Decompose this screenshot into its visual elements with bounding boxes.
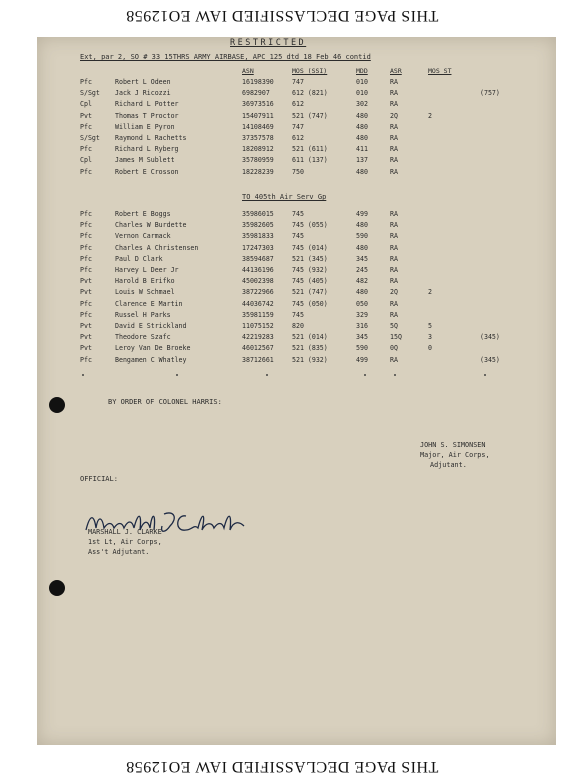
cell-mdd: 480: [356, 167, 368, 176]
personnel-row: [0, 255, 564, 265]
asst-adjutant-name: MARSHALL J. CLARKE: [88, 528, 162, 536]
cell-rank: Pvt: [80, 111, 92, 120]
cell-mos: 521 (747): [292, 288, 328, 297]
cell-asn: 35780959: [242, 156, 274, 165]
personnel-row: [0, 100, 564, 110]
cell-extra: (345): [480, 355, 500, 364]
column-headers: [0, 67, 564, 77]
cell-rank: Pfc: [80, 266, 92, 274]
binder-hole: [49, 397, 65, 413]
binder-hole: [49, 580, 65, 596]
cell-mos: 611 (137): [292, 156, 328, 165]
personnel-row: [0, 311, 564, 321]
cell-name: Jack J Ricozzi: [115, 89, 171, 98]
cell-mdd: 345: [356, 333, 368, 342]
cell-name: Theodore Szafc: [115, 333, 171, 342]
cell-asr: 2Q: [390, 288, 398, 297]
cell-asn: 45002398: [242, 277, 274, 286]
personnel-row: [0, 277, 564, 287]
cell-name: Robert L Odeen: [115, 78, 171, 86]
cell-asr: RA: [390, 299, 398, 308]
personnel-row: [0, 221, 564, 231]
cell-mos: 521 (014): [292, 333, 328, 342]
adjutant-rank: Major, Air Corps,: [420, 451, 490, 459]
cell-rank: Pvt: [80, 322, 92, 330]
classification-marking: RESTRICTED: [230, 38, 307, 48]
cell-asn: 18228239: [242, 167, 274, 176]
cell-mos: 745 (405): [292, 277, 328, 286]
cell-st: 3: [428, 333, 432, 342]
personnel-row: [0, 123, 564, 133]
cell-mdd: 137: [356, 156, 368, 165]
cell-mdd: 480: [356, 111, 368, 120]
personnel-row: [0, 300, 564, 310]
cell-st: 5: [428, 322, 432, 330]
cell-rank: Pfc: [80, 299, 92, 308]
personnel-row: [0, 266, 564, 276]
cell-mos: 521 (611): [292, 145, 328, 154]
personnel-row: [0, 156, 564, 166]
cell-asn: 35981833: [242, 232, 274, 241]
cell-mdd: 050: [356, 299, 368, 308]
cell-name: Clarence E Martin: [115, 299, 183, 308]
cell-name: Raymond L Rachetts: [115, 134, 187, 142]
personnel-row: [0, 168, 564, 178]
cell-asr: RA: [390, 210, 398, 218]
cell-asn: 15407911: [242, 111, 274, 120]
cell-asr: RA: [390, 254, 398, 263]
cell-asn: 17247303: [242, 243, 274, 252]
cell-asn: 35982605: [242, 221, 274, 230]
cell-name: David E Strickland: [115, 322, 187, 330]
personnel-row: [0, 134, 564, 144]
cell-rank: Pfc: [80, 145, 92, 154]
cell-asr: RA: [390, 243, 398, 252]
cell-rank: Pfc: [80, 254, 92, 263]
asst-adjutant-block: [88, 527, 162, 557]
cell-mdd: 480: [356, 122, 368, 131]
cell-mos: 612 (821): [292, 89, 328, 98]
cell-mdd: 480: [356, 243, 368, 252]
cell-mos: 745: [292, 310, 304, 319]
cell-rank: Pfc: [80, 243, 92, 252]
personnel-row: [0, 232, 564, 242]
cell-mos: 745: [292, 210, 304, 218]
col-mos-st: MOS ST: [428, 67, 452, 75]
col-mdd: MDD: [356, 67, 368, 75]
declassified-banner-top: THIS PAGE DECLASSIFIED IAW EO12958: [125, 7, 439, 24]
cell-asn: 37357578: [242, 134, 274, 142]
cell-name: Charles A Christensen: [115, 243, 199, 252]
cell-mos: 747: [292, 122, 304, 131]
cell-name: Harold B Erifko: [115, 277, 175, 286]
cell-asr: 2Q: [390, 111, 398, 120]
personnel-row: [0, 112, 564, 122]
cell-name: Louis W Schmael: [115, 288, 175, 297]
asst-adjutant-title: Ass't Adjutant.: [88, 548, 150, 556]
asst-adjutant-rank: 1st Lt, Air Corps,: [88, 538, 162, 546]
cell-mdd: 302: [356, 100, 368, 109]
col-asn: ASN: [242, 67, 254, 75]
cell-rank: S/Sgt: [80, 134, 100, 142]
cell-mos: 820: [292, 322, 304, 330]
personnel-row: [0, 322, 564, 332]
col-mos: MOS (SSI): [292, 67, 328, 75]
cell-name: Harvey L Deer Jr: [115, 266, 179, 274]
cell-mos: 521 (932): [292, 355, 328, 364]
personnel-row: [0, 356, 564, 366]
cell-asn: 36973516: [242, 100, 274, 109]
cell-mos: 745: [292, 232, 304, 241]
cell-rank: Cpl: [80, 100, 92, 109]
cell-mdd: 411: [356, 145, 368, 154]
cell-mdd: 482: [356, 277, 368, 286]
cell-asr: RA: [390, 89, 398, 98]
cell-rank: Pfc: [80, 78, 92, 86]
cell-st: 2: [428, 111, 432, 120]
cell-mdd: 010: [356, 89, 368, 98]
unit-subheading: TO 405th Air Serv Gp: [242, 193, 327, 201]
cell-st: 0: [428, 344, 432, 353]
cell-asn: 44036742: [242, 299, 274, 308]
cell-name: Leroy Van De Broeke: [115, 344, 191, 353]
official-label: OFFICIAL:: [80, 475, 118, 483]
cell-name: Richard L Potter: [115, 100, 179, 109]
cell-mos: 612: [292, 134, 304, 142]
cell-asn: 38594687: [242, 254, 274, 263]
cell-asn: 42219283: [242, 333, 274, 342]
cell-mdd: 480: [356, 288, 368, 297]
cell-name: Bengamen C Whatley: [115, 355, 187, 364]
cell-name: Russel H Parks: [115, 310, 171, 319]
cell-asn: 46012567: [242, 344, 274, 353]
cell-asn: 35986015: [242, 210, 274, 218]
order-line: BY ORDER OF COLONEL HARRIS:: [108, 398, 222, 406]
cell-asn: 35981159: [242, 310, 274, 319]
cell-rank: Pvt: [80, 288, 92, 297]
cell-asn: 44136196: [242, 266, 274, 274]
cell-mdd: 499: [356, 355, 368, 364]
cell-rank: Pfc: [80, 310, 92, 319]
cell-asr: RA: [390, 167, 398, 176]
cell-mos: 521 (345): [292, 254, 328, 263]
cell-mdd: 499: [356, 210, 368, 218]
cell-rank: Pfc: [80, 167, 92, 176]
cell-rank: Pfc: [80, 355, 92, 364]
cell-asr: RA: [390, 232, 398, 241]
cell-name: Robert E Crosson: [115, 167, 179, 176]
cell-mos: 612: [292, 100, 304, 109]
cell-mos: 745 (055): [292, 221, 328, 230]
cell-mdd: 480: [356, 134, 368, 142]
cell-mos: 521 (835): [292, 344, 328, 353]
cell-rank: S/Sgt: [80, 89, 100, 98]
cell-st: 2: [428, 288, 432, 297]
cell-asr: 15Q: [390, 333, 402, 342]
cell-name: Vernon Carmack: [115, 232, 171, 241]
personnel-row: [0, 89, 564, 99]
cell-extra: (757): [480, 89, 500, 98]
cell-asr: RA: [390, 277, 398, 286]
cell-rank: Pvt: [80, 333, 92, 342]
cell-asr: RA: [390, 134, 398, 142]
declassified-banner-bottom: THIS PAGE DECLASSIFIED IAW EO12958: [125, 758, 439, 775]
cell-asr: RA: [390, 310, 398, 319]
cell-mos: 745 (932): [292, 266, 328, 274]
cell-mdd: 590: [356, 232, 368, 241]
cell-rank: Pvt: [80, 277, 92, 286]
cell-rank: Cpl: [80, 156, 92, 165]
cell-mos: 747: [292, 78, 304, 86]
cell-rank: Pfc: [80, 122, 92, 131]
cell-asn: 18208912: [242, 145, 274, 154]
cell-name: Charles W Burdette: [115, 221, 187, 230]
adjutant-signature-block: [420, 440, 490, 470]
cell-extra: (345): [480, 333, 500, 342]
cell-name: James M Sublett: [115, 156, 175, 165]
order-header-line: Ext, par 2, SO # 33 15THRS ARMY AIRBASE, APC 125 dtd 18 Feb 46 contid: [80, 53, 371, 61]
cell-mos: 750: [292, 167, 304, 176]
cell-mdd: 329: [356, 310, 368, 319]
adjutant-name: JOHN S. SIMONSEN: [420, 441, 486, 449]
cell-rank: Pfc: [80, 232, 92, 241]
cell-asr: RA: [390, 156, 398, 165]
personnel-row: [0, 210, 564, 220]
cell-asn: 38712661: [242, 355, 274, 364]
cell-asn: 38722966: [242, 288, 274, 297]
cell-asr: 0Q: [390, 344, 398, 353]
cell-asn: 11075152: [242, 322, 274, 330]
cell-name: Paul D Clark: [115, 254, 163, 263]
cell-asr: 5Q: [390, 322, 398, 330]
cell-asr: RA: [390, 122, 398, 131]
personnel-row: [0, 344, 564, 354]
cell-asr: RA: [390, 78, 398, 86]
cell-name: Richard L Ryberg: [115, 145, 179, 154]
adjutant-title: Adjutant.: [430, 461, 467, 469]
col-asr: ASR: [390, 67, 402, 75]
cell-asn: 14108469: [242, 122, 274, 131]
cell-mos: 745 (050): [292, 299, 328, 308]
cell-asr: RA: [390, 145, 398, 154]
cell-mdd: 245: [356, 266, 368, 274]
cell-asr: RA: [390, 266, 398, 274]
cell-mos: 521 (747): [292, 111, 328, 120]
personnel-row: [0, 244, 564, 254]
personnel-row: [0, 145, 564, 155]
cell-mdd: 345: [356, 254, 368, 263]
cell-asn: 6982907: [242, 89, 270, 98]
cell-name: Robert E Boggs: [115, 210, 171, 218]
cell-name: William E Pyron: [115, 122, 175, 131]
cell-asr: RA: [390, 221, 398, 230]
cell-rank: Pvt: [80, 344, 92, 353]
cell-asr: RA: [390, 100, 398, 109]
personnel-row: [0, 333, 564, 343]
cell-mdd: 010: [356, 78, 368, 86]
cell-mdd: 480: [356, 221, 368, 230]
separator-dots: [0, 374, 564, 380]
cell-rank: Pfc: [80, 221, 92, 230]
cell-mos: 745 (014): [292, 243, 328, 252]
cell-mdd: 590: [356, 344, 368, 353]
cell-name: Thomas T Proctor: [115, 111, 179, 120]
personnel-row: [0, 288, 564, 298]
personnel-row: [0, 78, 564, 88]
cell-mdd: 316: [356, 322, 368, 330]
cell-asn: 16198390: [242, 78, 274, 86]
cell-rank: Pfc: [80, 210, 92, 218]
cell-asr: RA: [390, 355, 398, 364]
